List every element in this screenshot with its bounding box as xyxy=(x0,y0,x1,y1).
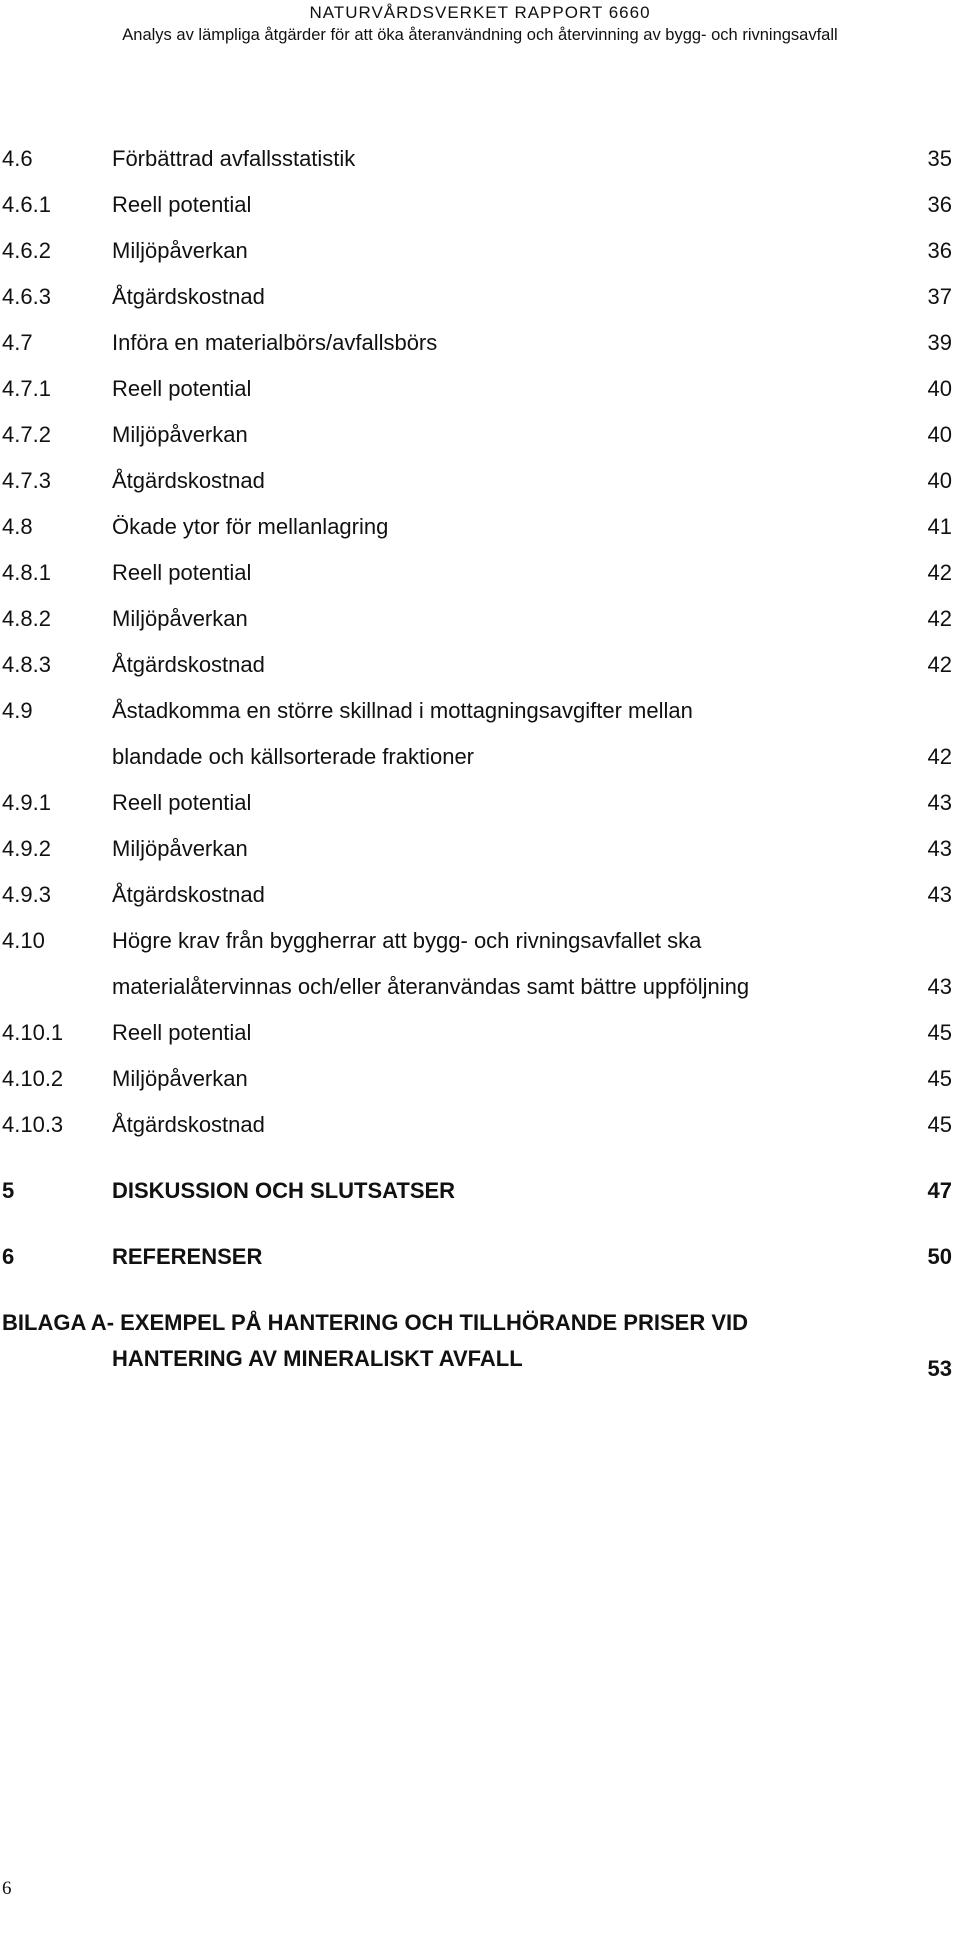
toc-appendix-a[interactable] xyxy=(0,1310,960,1402)
toc-title-line-2: blandade och källsorterade fraktioner xyxy=(112,744,475,769)
toc-title: Miljöpåverkan xyxy=(112,606,248,631)
toc-entry-4-7-3[interactable] xyxy=(0,468,960,514)
toc-title: Miljöpåverkan xyxy=(112,422,248,447)
toc-page: 45 xyxy=(927,1112,952,1137)
toc-page: 45 xyxy=(927,1020,952,1045)
toc-page: 43 xyxy=(927,790,952,815)
toc-title-line-2: materialåtervinnas och/eller återanvändas samt bättre uppföljning xyxy=(112,974,750,999)
spacer xyxy=(0,1158,960,1178)
toc-entry-4-9-2[interactable] xyxy=(0,836,960,882)
toc-number: 4.8.3 xyxy=(2,652,51,677)
toc-title: Reell potential xyxy=(112,192,252,217)
toc-entry-4-10-2[interactable] xyxy=(0,1066,960,1112)
toc-title: Miljöpåverkan xyxy=(112,836,248,861)
toc-title: Reell potential xyxy=(112,1020,252,1045)
toc-title-line-1: Åstadkomma en större skillnad i mottagningsavgifter mellan xyxy=(112,698,693,723)
toc-number: 4.9.3 xyxy=(2,882,51,907)
report-title: NATURVÅRDSVERKET RAPPORT 6660 xyxy=(309,3,651,22)
toc-title: Miljöpåverkan xyxy=(112,1066,248,1091)
toc-page: 53 xyxy=(927,1356,952,1381)
toc-page: 41 xyxy=(927,514,952,539)
toc-title: DISKUSSION OCH SLUTSATSER xyxy=(112,1178,456,1203)
toc-page: 42 xyxy=(927,606,952,631)
toc-number: 4.8.1 xyxy=(2,560,51,585)
toc-entry-4-8-2[interactable] xyxy=(0,606,960,652)
toc-entry-4-7-2[interactable] xyxy=(0,422,960,468)
toc-number: 4.7.3 xyxy=(2,468,51,493)
toc-number: 4.6.2 xyxy=(2,238,51,263)
toc-page: 42 xyxy=(927,744,952,769)
toc-entry-4-8[interactable] xyxy=(0,514,960,560)
spacer xyxy=(0,1290,960,1310)
toc-title xyxy=(112,688,912,780)
toc-number: 4.9.2 xyxy=(2,836,51,861)
toc-number: 6 xyxy=(2,1244,15,1269)
toc-entry-4-10-1[interactable] xyxy=(0,1020,960,1066)
toc-title-line-1: Högre krav från byggherrar att bygg- och rivningsavfallet ska xyxy=(112,928,702,953)
toc-title: Åtgärdskostnad xyxy=(112,882,265,907)
toc-page: 43 xyxy=(927,974,952,999)
table-of-contents xyxy=(0,146,960,1402)
toc-page: 35 xyxy=(927,146,952,171)
toc-title: Införa en materialbörs/avfallsbörs xyxy=(112,330,438,355)
toc-entry-4-6[interactable] xyxy=(0,146,960,192)
toc-page: 36 xyxy=(927,238,952,263)
toc-entry-4-6-3[interactable] xyxy=(0,284,960,330)
toc-page: 40 xyxy=(927,422,952,447)
toc-entry-4-6-2[interactable] xyxy=(0,238,960,284)
toc-appendix-title-line-2: HANTERING AV MINERALISKT AVFALL xyxy=(112,1346,523,1371)
toc-page: 45 xyxy=(927,1066,952,1091)
report-subtitle: Analys av lämpliga åtgärder för att öka återanvändning och återvinning av bygg- och rivningsavfall xyxy=(122,26,838,44)
toc-page: 37 xyxy=(927,284,952,309)
toc-number: 4.10.1 xyxy=(2,1020,64,1045)
running-header xyxy=(0,2,960,46)
toc-number: 4.7.2 xyxy=(2,422,51,447)
toc-number: 4.10.3 xyxy=(2,1112,64,1137)
toc-title: Miljöpåverkan xyxy=(112,238,248,263)
toc-number: 4.9.1 xyxy=(2,790,51,815)
toc-page: 40 xyxy=(927,376,952,401)
toc-page: 43 xyxy=(927,836,952,861)
toc-page: 42 xyxy=(927,560,952,585)
toc-page: 43 xyxy=(927,882,952,907)
toc-title: Reell potential xyxy=(112,790,252,815)
toc-entry-4-7[interactable] xyxy=(0,330,960,376)
toc-title: Åtgärdskostnad xyxy=(112,284,265,309)
toc-entry-4-9[interactable] xyxy=(0,698,960,790)
toc-number: 4.10.2 xyxy=(2,1066,64,1091)
toc-entry-4-8-1[interactable] xyxy=(0,560,960,606)
toc-entry-4-10[interactable] xyxy=(0,928,960,1020)
toc-title: Ökade ytor för mellanlagring xyxy=(112,514,389,539)
toc-title: Åtgärdskostnad xyxy=(112,652,265,677)
toc-title: Reell potential xyxy=(112,376,252,401)
toc-number: 4.6.1 xyxy=(2,192,51,217)
toc-entry-4-6-1[interactable] xyxy=(0,192,960,238)
toc-title: Åtgärdskostnad xyxy=(112,468,265,493)
toc-page: 39 xyxy=(927,330,952,355)
toc-number: 4.9 xyxy=(2,698,33,723)
toc-entry-4-9-1[interactable] xyxy=(0,790,960,836)
toc-number: 5 xyxy=(2,1178,15,1203)
toc-title: Reell potential xyxy=(112,560,252,585)
toc-title xyxy=(112,918,912,1010)
toc-number: 4.10 xyxy=(2,928,45,953)
toc-number: 4.8.2 xyxy=(2,606,51,631)
toc-title: Förbättrad avfallsstatistik xyxy=(112,146,356,171)
toc-page: 50 xyxy=(927,1244,952,1269)
toc-page: 42 xyxy=(927,652,952,677)
toc-page: 40 xyxy=(927,468,952,493)
toc-number: 4.6 xyxy=(2,146,33,171)
toc-number: 4.6.3 xyxy=(2,284,51,309)
toc-entry-4-7-1[interactable] xyxy=(0,376,960,422)
toc-title: Åtgärdskostnad xyxy=(112,1112,265,1137)
page-number: 6 xyxy=(2,1878,12,1899)
toc-chapter-5[interactable] xyxy=(0,1178,960,1224)
spacer xyxy=(0,1224,960,1244)
toc-appendix-title-line-1: BILAGA A- EXEMPEL PÅ HANTERING OCH TILLHÖRANDE PRISER VID xyxy=(2,1310,749,1335)
toc-number: 4.7.1 xyxy=(2,376,51,401)
toc-page: 36 xyxy=(927,192,952,217)
toc-number: 4.8 xyxy=(2,514,33,539)
toc-entry-4-10-3[interactable] xyxy=(0,1112,960,1158)
toc-title: REFERENSER xyxy=(112,1244,263,1269)
toc-number: 4.7 xyxy=(2,330,33,355)
toc-chapter-6[interactable] xyxy=(0,1244,960,1290)
toc-page: 47 xyxy=(927,1178,952,1203)
